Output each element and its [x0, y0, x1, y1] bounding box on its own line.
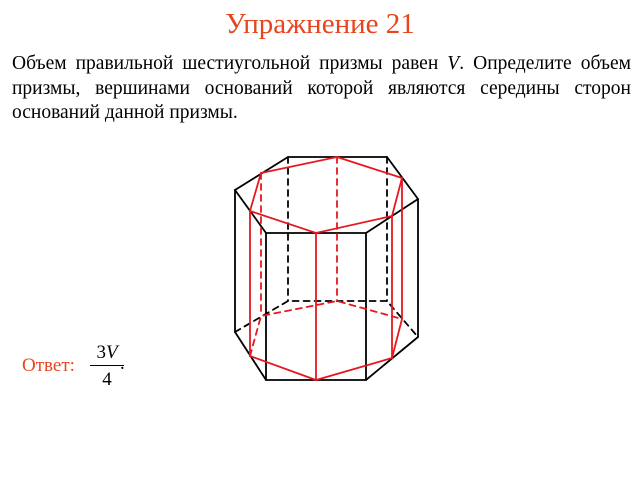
- answer-period: .: [120, 353, 125, 374]
- problem-text-part1: Объем правильной шестиугольной призмы равен: [12, 53, 448, 74]
- answer-fraction: [90, 341, 124, 391]
- outer-bottom-base-hidden: [235, 301, 418, 337]
- outer-prism: [235, 157, 418, 380]
- inner-prism: [250, 157, 402, 380]
- problem-text-part2: . Определите объем призмы, вершинами оснований которой являются середины сторон оснований данной призмы.: [12, 53, 631, 123]
- problem-variable: V: [447, 53, 460, 74]
- answer-label: Ответ:: [22, 355, 75, 376]
- inner-top-base: [250, 157, 402, 233]
- outer-top-base: [235, 157, 418, 233]
- inner-bottom-base-visible: [250, 319, 402, 380]
- numerator-variable: V: [105, 342, 118, 363]
- outer-bottom-base-visible: [235, 332, 418, 380]
- slide-title: Упражнение 21: [225, 8, 415, 40]
- fraction-numerator: [90, 341, 124, 364]
- fraction-bar: [90, 365, 124, 366]
- numerator-coefficient: 3: [96, 342, 106, 363]
- fraction-denominator: 4: [102, 369, 112, 390]
